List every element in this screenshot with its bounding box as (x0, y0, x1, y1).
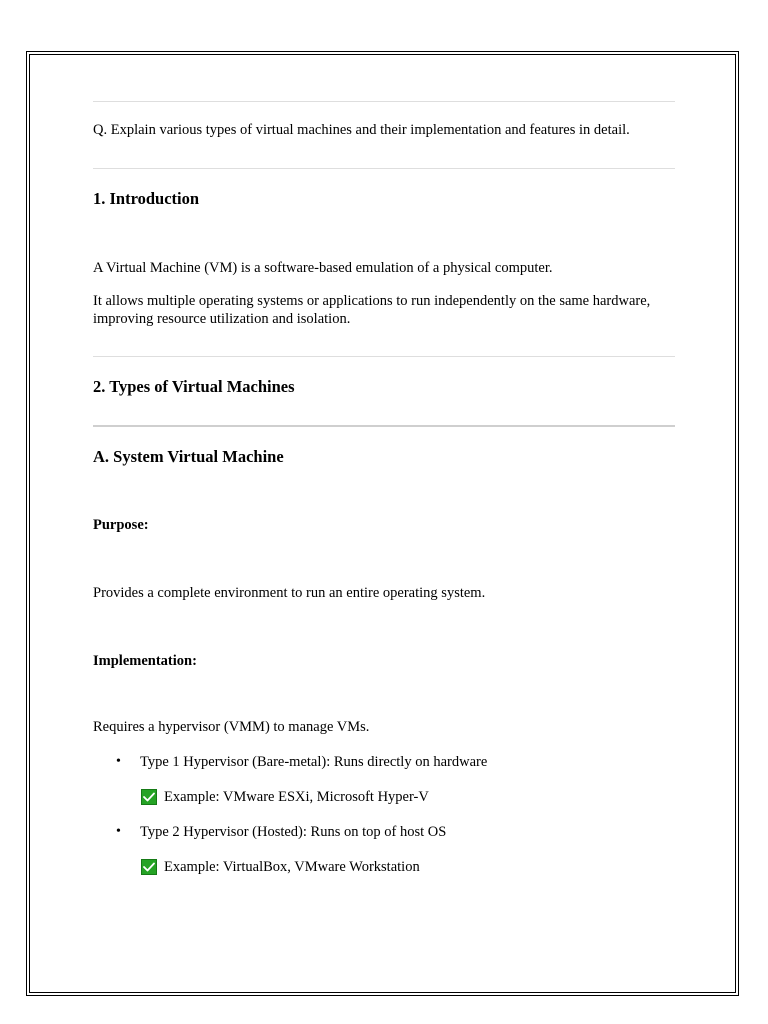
divider (93, 356, 675, 357)
intro-paragraph-1: A Virtual Machine (VM) is a software-based emulation of a physical computer. (93, 260, 553, 276)
divider (93, 425, 675, 427)
list-item: Type 2 Hypervisor (Hosted): Runs on top of host OS (140, 824, 447, 840)
list-item: Type 1 Hypervisor (Bare-metal): Runs directly on hardware (140, 754, 488, 770)
question-text: Q. Explain various types of virtual machines and their implementation and features in detail. (93, 122, 630, 138)
check-mark-icon (141, 789, 157, 805)
intro-paragraph-2: It allows multiple operating systems or applications to run independently on the same hardware, improving resource utilization and isolation. (93, 293, 651, 327)
divider (93, 168, 675, 169)
implementation-text: Requires a hypervisor (VMM) to manage VMs. (93, 719, 370, 735)
divider (93, 101, 675, 102)
purpose-text: Provides a complete environment to run an entire operating system. (93, 585, 486, 601)
example-line (141, 858, 420, 876)
section-heading-introduction: 1. Introduction (93, 189, 200, 208)
purpose-label: Purpose: (93, 517, 149, 533)
check-mark-icon (141, 859, 157, 875)
bullet-icon: • (116, 754, 121, 769)
example-text: Example: VMware ESXi, Microsoft Hyper-V (164, 789, 429, 805)
example-line (141, 788, 429, 806)
example-text: Example: VirtualBox, VMware Workstation (164, 859, 420, 875)
bullet-icon: • (116, 824, 121, 839)
subsection-heading-system-vm: A. System Virtual Machine (93, 447, 284, 466)
implementation-label: Implementation: (93, 653, 197, 669)
section-heading-types: 2. Types of Virtual Machines (93, 377, 295, 396)
